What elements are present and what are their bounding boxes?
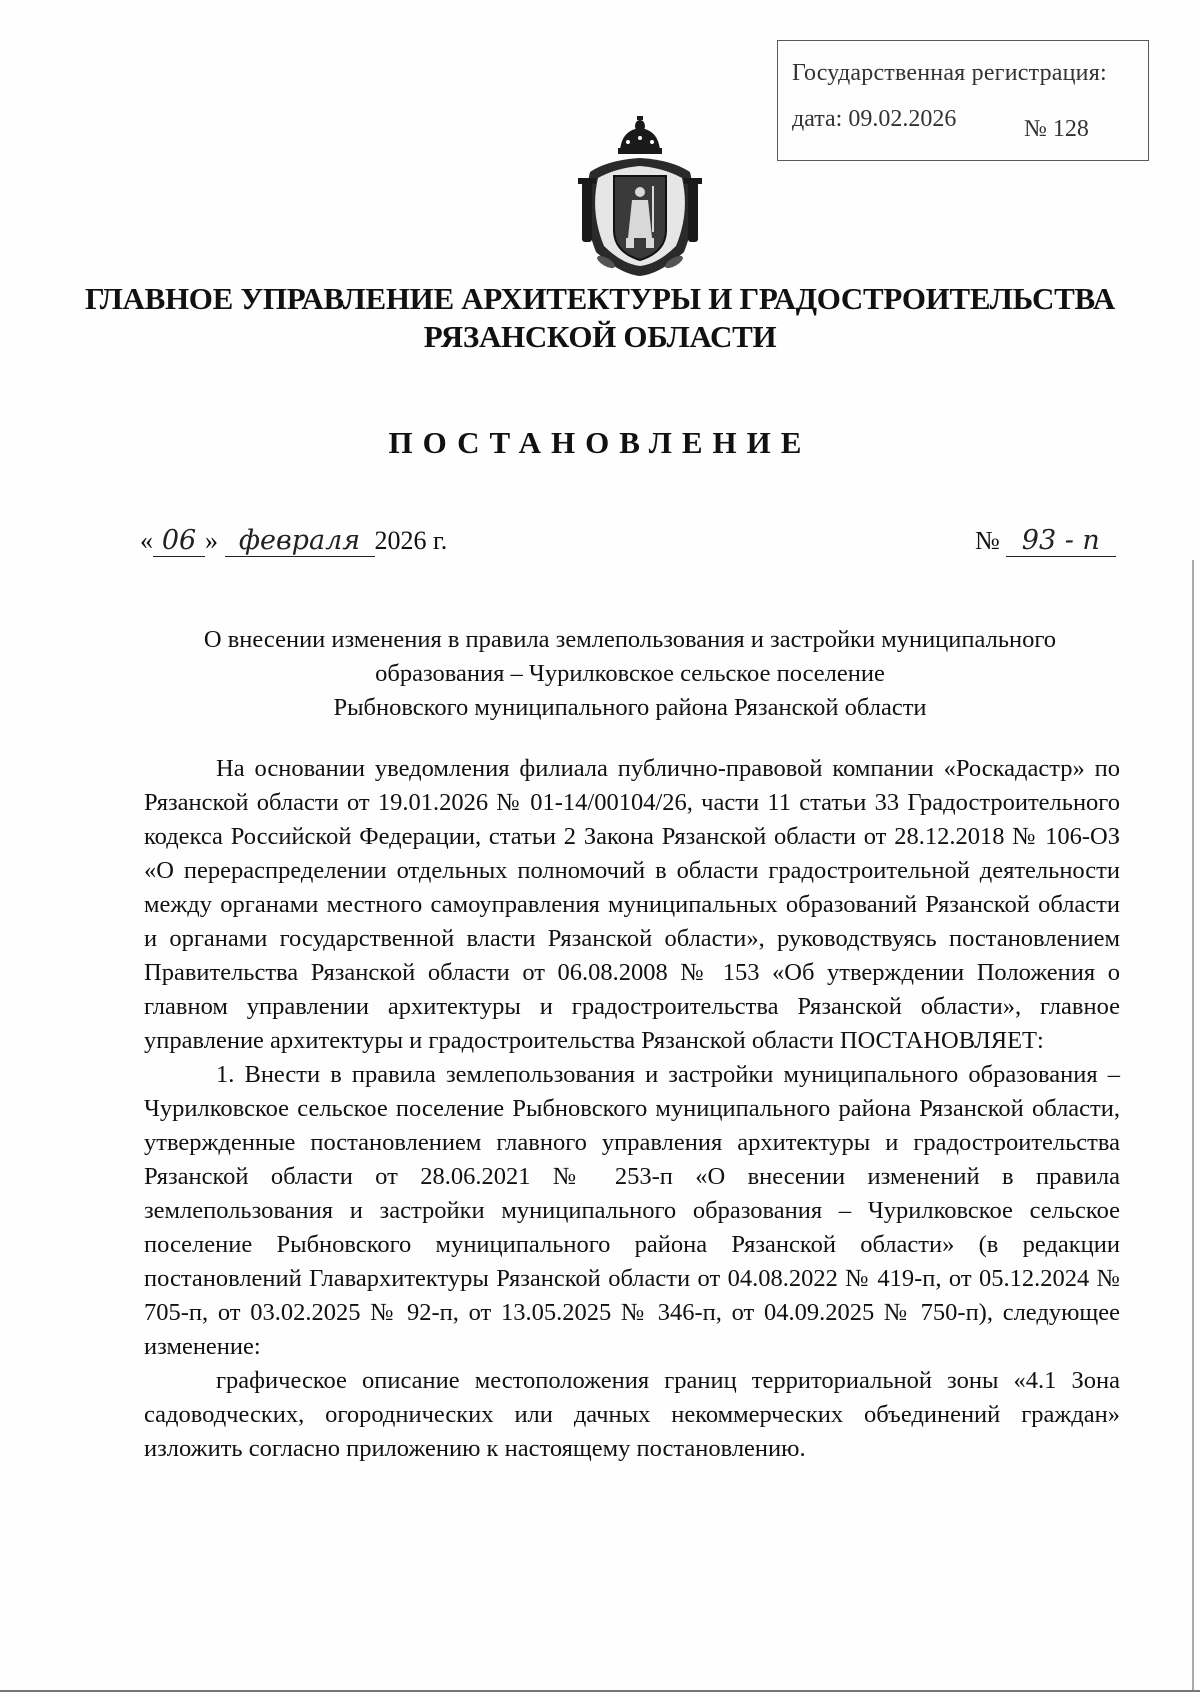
preamble-paragraph: На основании уведомления филиала публично-правовой компании «Роскадастр» по Рязанской области от 19.01.2026 № 01-14/00104/26, части 11 статьи 33 Градостроительного кодекса Российской Федерации, статьи 2 Закона Рязанской области от 28.12.2018 № 106-ОЗ «О перераспределении отдельных полномочий в области градостроительной деятельности между органами местного самоуправления муниципальных образований Рязанской области и органами государственной власти Рязанской области», руководствуясь постановлением Правительства Рязанской области от 06.08.2008 № 153 «Об утверждении Положения о главном управлении архитектуры и градостроительства Рязанской области», главное управление архитектуры и градостроительства Рязанской области ПОСТАНОВЛЯЕТ: [144,755,1120,1054]
subject-line1: О внесении изменения в правила землепользования и застройки муниципального [203,626,1057,653]
organization-title-line1: ГЛАВНОЕ УПРАВЛЕНИЕ АРХИТЕКТУРЫ И ГРАДОСТРОИТЕЛЬСТВА [84,281,1115,316]
document-body [144,752,1120,1466]
ryazan-coat-of-arms-icon [560,112,720,278]
document-date [140,525,447,557]
item-1-paragraph: 1. Внести в правила землепользования и застройки муниципального образования – Чурилковское сельское поселение Рыбновского муниципального района Рязанской области, утвержденные постановлением главного управления архитектуры и градостроительства Рязанской области от 28.06.2021 № 253-п «О внесении изменений в правила землепользования и застройки муниципального образования – Чурилковское сельское поселение Рыбновского муниципального района Рязанской области» (в редакции постановлений Главархитектуры Рязанской области от 04.08.2022 № 419-п, от 05.12.2024 № 705-п, от 03.02.2025 № 92-п, от 13.05.2025 № 346-п, от 04.09.2025 № 750-п), следующее изменение: [144,1061,1120,1360]
number-sign: № [975,526,1000,555]
date-open-quote: « [140,526,153,555]
scan-bottom-line [0,1690,1200,1692]
registration-number: № 128 [1024,116,1089,142]
number-handwritten: 93 - п [1006,525,1116,557]
date-close-quote: » [205,526,218,555]
organization-title-line2: РЯЗАНСКОЙ ОБЛАСТИ [423,319,777,354]
scan-edge-line [1192,560,1194,1690]
subject-line2: образования – Чурилковское сельское поселение [375,660,885,687]
date-day-handwritten: 06 [153,525,205,557]
document-subject [140,623,1120,725]
date-month-handwritten: февраля [225,525,375,557]
organization-title [0,280,1200,356]
item-1-detail-paragraph: графическое описание местоположения границ территориальной зоны «4.1 Зона садоводческих, огороднических или дачных некоммерческих объединений граждан» изложить согласно приложению к настоящему постановлению. [144,1367,1120,1462]
document-kind: ПОСТАНОВЛЕНИЕ [388,425,812,460]
registration-date: дата: 09.02.2026 [792,106,957,132]
date-year: 2026 г. [374,526,448,555]
document-number [975,525,1116,557]
registration-label: Государственная регистрация: [792,60,1107,86]
registration-stamp [777,40,1149,161]
subject-line3: Рыбновского муниципального района Рязанской области [333,694,927,721]
